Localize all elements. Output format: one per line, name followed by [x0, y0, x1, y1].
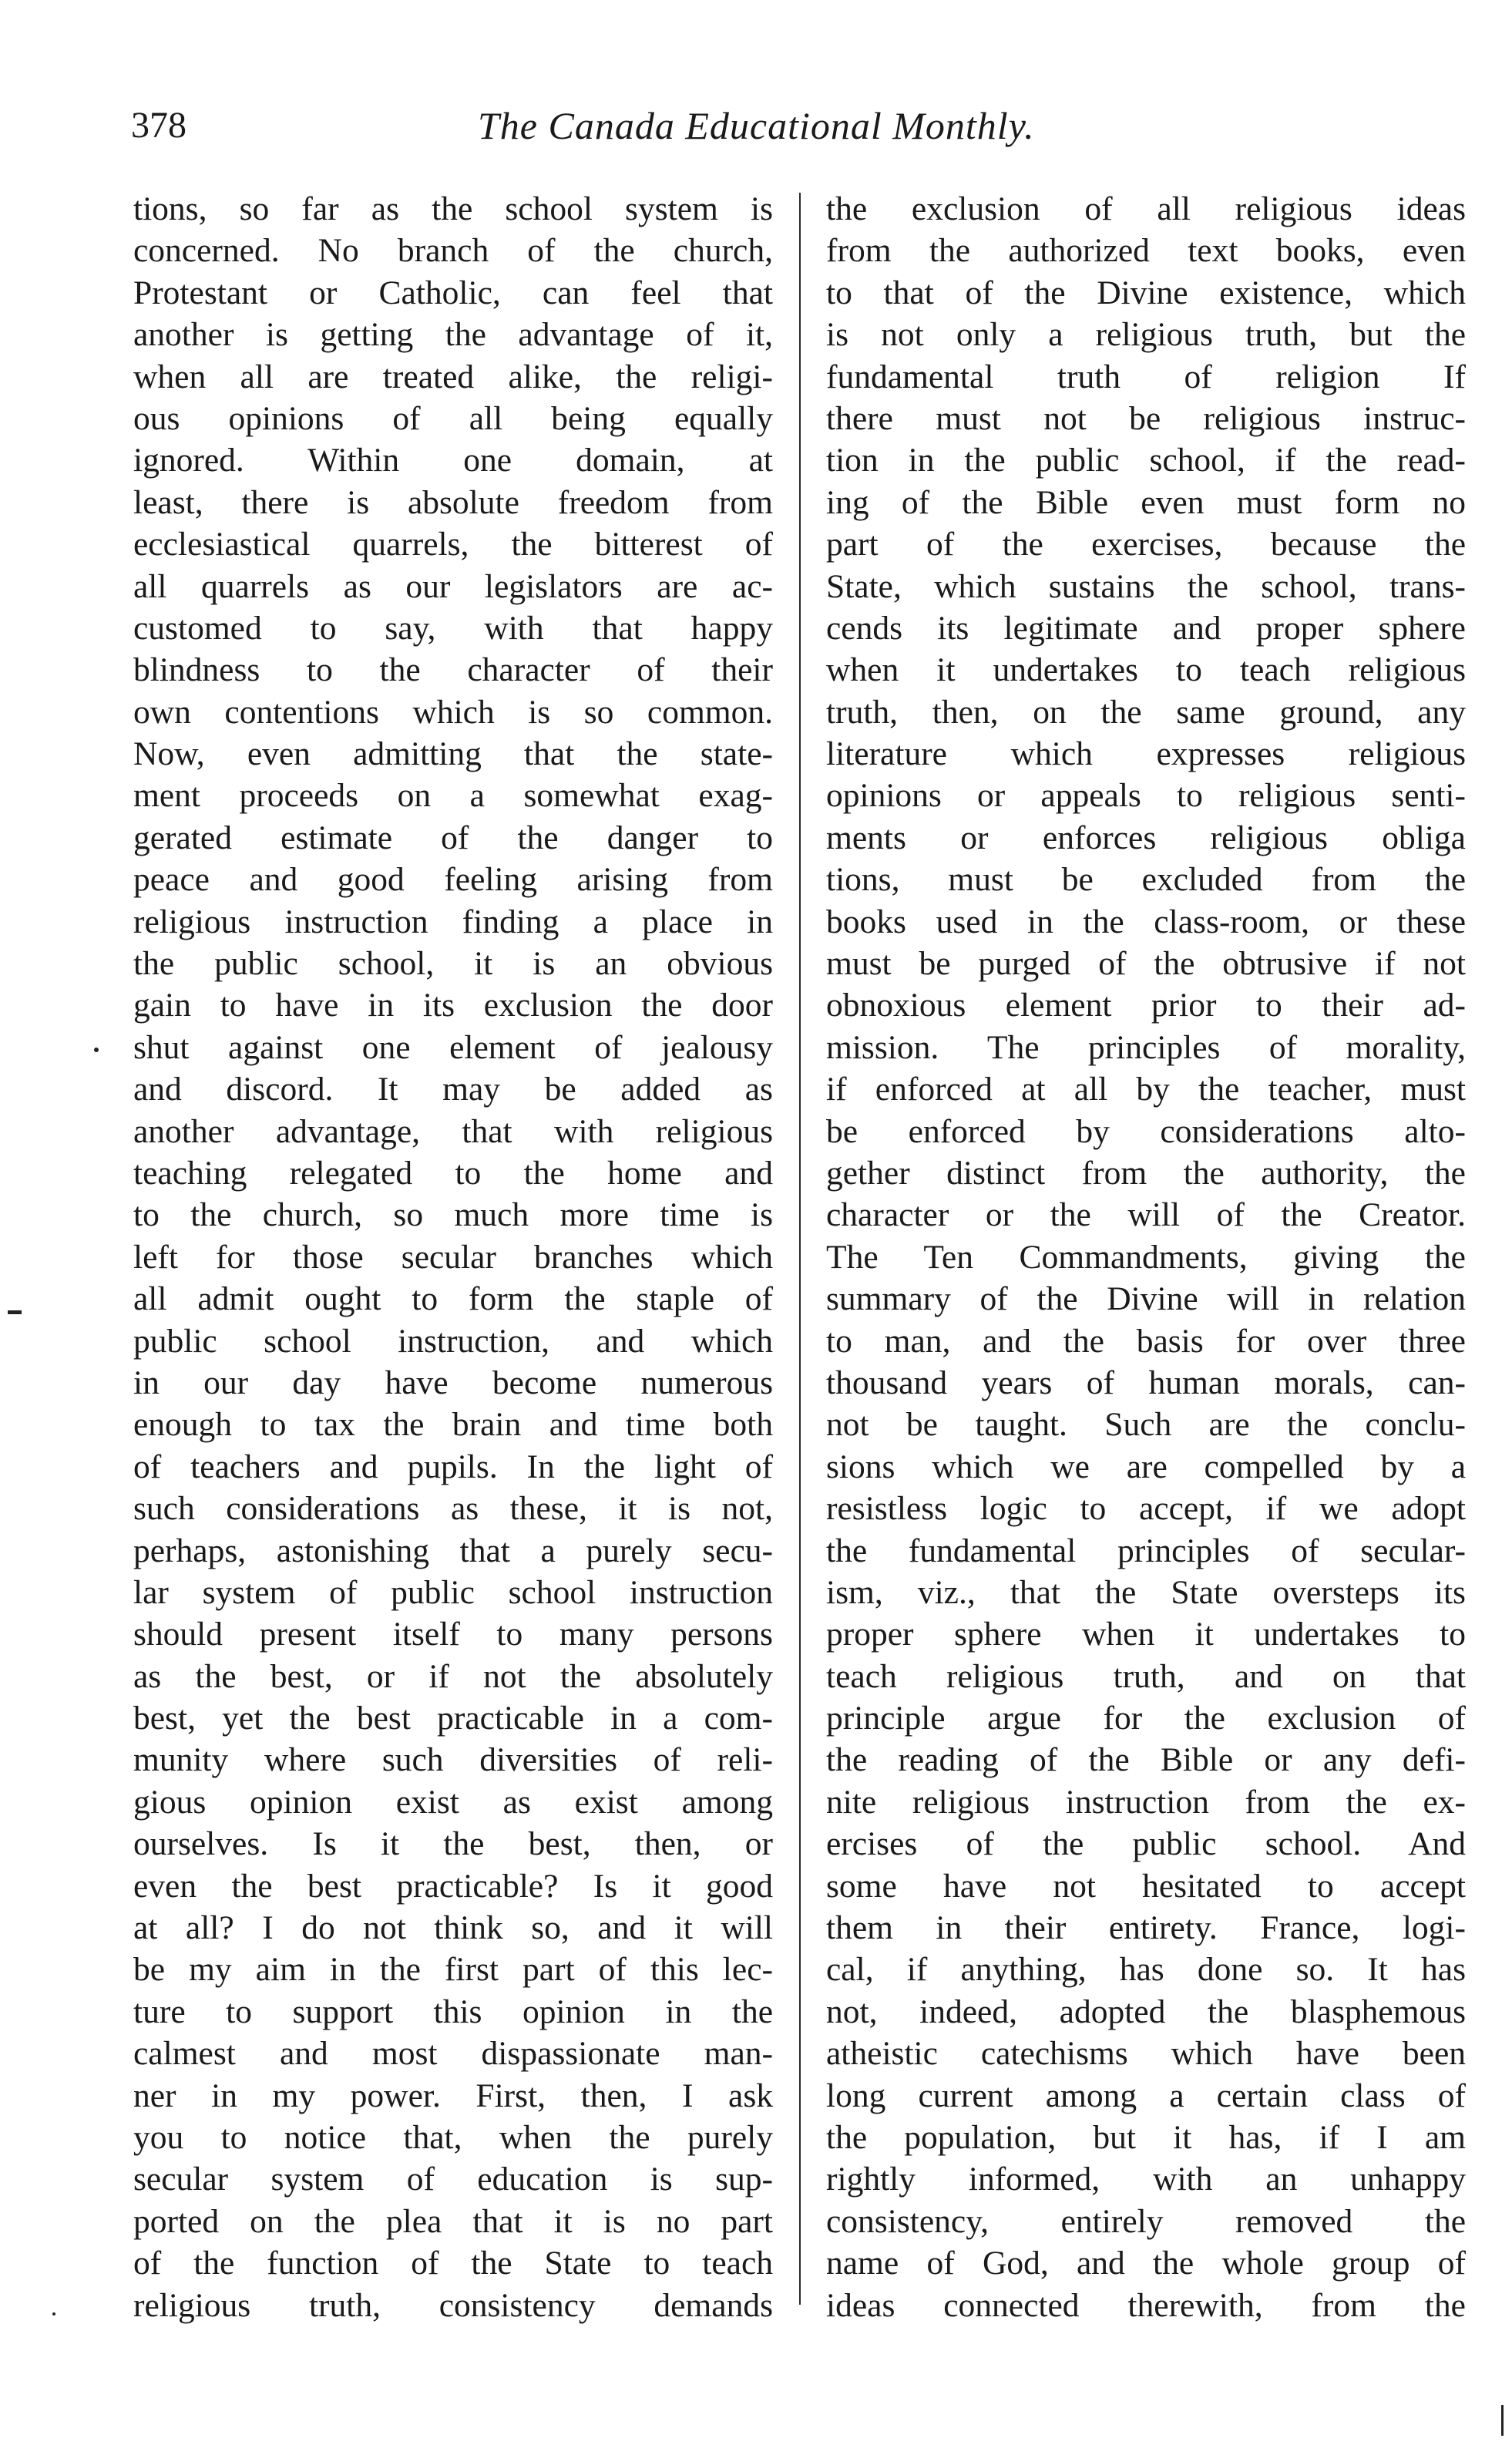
text-line: principle argue for the exclusion of [826, 1700, 1466, 1737]
text-line: Now, even admitting that the state- [133, 735, 773, 773]
text-line: be enforced by considerations alto- [826, 1112, 1466, 1150]
text-line: best, yet the best practicable in a com- [133, 1700, 773, 1737]
text-line: teach religious truth, and on that [826, 1657, 1466, 1695]
text-line: not, indeed, adopted the blasphemous [826, 1993, 1466, 2030]
text-line: left for those secular branches which [133, 1238, 773, 1276]
text-line: ecclesiastical quarrels, the bitterest of [133, 526, 773, 563]
text-line: gain to have in its exclusion the door [133, 987, 773, 1024]
text-line: rightly informed, with an unhappy [826, 2161, 1466, 2198]
text-line: to man, and the basis for over three [826, 1322, 1466, 1360]
running-title: The Canada Educational Monthly. [478, 104, 1035, 147]
text-line: gether distinct from the authority, the [826, 1154, 1466, 1192]
text-line: them in their entirety. France, logi- [826, 1909, 1466, 1947]
text-line: the public school, it is an obvious [133, 945, 773, 983]
text-line: cal, if anything, has done so. It has [826, 1951, 1466, 1989]
text-line: you to notice that, when the purely [133, 2118, 773, 2156]
text-line: not be taught. Such are the conclu- [826, 1406, 1466, 1444]
text-line: blindness to the character of their [133, 651, 773, 689]
scan-speck [52, 2312, 55, 2316]
text-line: opinions or appeals to religious senti- [826, 777, 1466, 815]
text-line: public school instruction, and which [133, 1322, 773, 1360]
text-line: as the best, or if not the absolutely [133, 1657, 773, 1695]
text-line: ignored. Within one domain, at [133, 442, 773, 479]
text-line: name of God, and the whole group of [826, 2245, 1466, 2282]
text-line: Protestant or Catholic, can feel that [133, 274, 773, 311]
text-line: even the best practicable? Is it good [133, 1867, 773, 1905]
left-text-column [133, 188, 773, 2326]
text-line: mission. The principles of morality, [826, 1028, 1466, 1066]
text-line: sions which we are compelled by a [826, 1448, 1466, 1485]
running-header [131, 99, 1156, 153]
text-line: and discord. It may be added as [133, 1071, 773, 1108]
text-line: religious truth, consistency demands [133, 2286, 773, 2324]
text-line: the fundamental principles of secular- [826, 1532, 1466, 1569]
text-line: own contentions which is so common. [133, 693, 773, 731]
text-line: religious instruction finding a place in [133, 903, 773, 940]
text-line: summary of the Divine will in relation [826, 1280, 1466, 1318]
column-divider [799, 193, 801, 2305]
text-line: fundamental truth of religion If [826, 358, 1466, 395]
text-line: of teachers and pupils. In the light of [133, 1448, 773, 1485]
text-line: there must not be religious instruc- [826, 399, 1466, 437]
text-line: ism, viz., that the State oversteps its [826, 1573, 1466, 1611]
text-line: the exclusion of all religious ideas [826, 190, 1466, 227]
margin-dash [8, 1310, 22, 1314]
text-line: character or the will of the Creator. [826, 1196, 1466, 1234]
text-line: ments or enforces religious obliga [826, 819, 1466, 856]
text-line: enough to tax the brain and time both [133, 1406, 773, 1444]
text-line: another advantage, that with religious [133, 1112, 773, 1150]
text-line: must be purged of the obtrusive if not [826, 945, 1466, 983]
text-line: truth, then, on the same ground, any [826, 693, 1466, 731]
text-line: of the function of the State to teach [133, 2245, 773, 2282]
text-line: The Ten Commandments, giving the [826, 1238, 1466, 1276]
text-line: secular system of education is sup- [133, 2161, 773, 2198]
text-line: tion in the public school, if the read- [826, 442, 1466, 479]
text-line: gerated estimate of the danger to [133, 819, 773, 856]
text-line: at all? I do not think so, and it will [133, 1909, 773, 1947]
text-line: cends its legitimate and proper sphere [826, 609, 1466, 647]
text-line: ing of the Bible even must form no [826, 483, 1466, 521]
text-line: peace and good feeling arising from [133, 861, 773, 899]
text-line: tions, so far as the school system is [133, 190, 773, 227]
text-line: another is getting the advantage of it, [133, 316, 773, 354]
text-line: ous opinions of all being equally [133, 399, 773, 437]
text-line: in our day have become numerous [133, 1364, 773, 1401]
text-line: munity where such diversities of reli- [133, 1741, 773, 1779]
text-line: be my aim in the first part of this lec- [133, 1951, 773, 1989]
text-line: nite religious instruction from the ex- [826, 1783, 1466, 1821]
text-line: resistless logic to accept, if we adopt [826, 1490, 1466, 1528]
text-line: all quarrels as our legislators are ac- [133, 567, 773, 605]
text-line: tions, must be excluded from the [826, 861, 1466, 899]
right-text-column [826, 188, 1466, 2326]
text-line: to the church, so much more time is [133, 1196, 773, 1234]
text-line: calmest and most dispassionate man- [133, 2035, 773, 2073]
text-line: if enforced at all by the teacher, must [826, 1071, 1466, 1108]
text-line: ported on the plea that it is no part [133, 2202, 773, 2240]
scan-speck [1501, 2405, 1504, 2436]
text-line: obnoxious element prior to their ad- [826, 987, 1466, 1024]
text-line: ture to support this opinion in the [133, 1993, 773, 2030]
text-line: thousand years of human morals, can- [826, 1364, 1466, 1401]
text-line: atheistic catechisms which have been [826, 2035, 1466, 2073]
text-line: some have not hesitated to accept [826, 1867, 1466, 1905]
text-line: books used in the class-room, or these [826, 903, 1466, 940]
text-line: lar system of public school instruction [133, 1573, 773, 1611]
text-line: teaching relegated to the home and [133, 1154, 773, 1192]
text-line: long current among a certain class of [826, 2077, 1466, 2114]
text-line: proper sphere when it undertakes to [826, 1616, 1466, 1653]
text-line: from the authorized text books, even [826, 232, 1466, 270]
text-line: ment proceeds on a somewhat exag- [133, 777, 773, 815]
text-line: when it undertakes to teach religious [826, 651, 1466, 689]
text-line: customed to say, with that happy [133, 609, 773, 647]
text-line: ideas connected therewith, from the [826, 2286, 1466, 2324]
margin-mark [94, 1048, 99, 1052]
text-line: least, there is absolute freedom from [133, 483, 773, 521]
text-line: ourselves. Is it the best, then, or [133, 1825, 773, 1863]
text-line: all admit ought to form the staple of [133, 1280, 773, 1318]
text-line: should present itself to many persons [133, 1616, 773, 1653]
text-line: literature which expresses religious [826, 735, 1466, 773]
text-line: part of the exercises, because the [826, 526, 1466, 563]
text-line: State, which sustains the school, trans- [826, 567, 1466, 605]
text-line: the reading of the Bible or any defi- [826, 1741, 1466, 1779]
text-line: ner in my power. First, then, I ask [133, 2077, 773, 2114]
text-line: ercises of the public school. And [826, 1825, 1466, 1863]
text-line: is not only a religious truth, but the [826, 316, 1466, 354]
text-line: the population, but it has, if I am [826, 2118, 1466, 2156]
text-line: to that of the Divine existence, which [826, 274, 1466, 311]
text-line: when all are treated alike, the religi- [133, 358, 773, 395]
page-number: 378 [131, 105, 186, 146]
text-line: gious opinion exist as exist among [133, 1783, 773, 1821]
text-line: perhaps, astonishing that a purely secu- [133, 1532, 773, 1569]
text-line: shut against one element of jealousy [133, 1028, 773, 1066]
text-line: such considerations as these, it is not, [133, 1490, 773, 1528]
text-line: concerned. No branch of the church, [133, 232, 773, 270]
text-line: consistency, entirely removed the [826, 2202, 1466, 2240]
